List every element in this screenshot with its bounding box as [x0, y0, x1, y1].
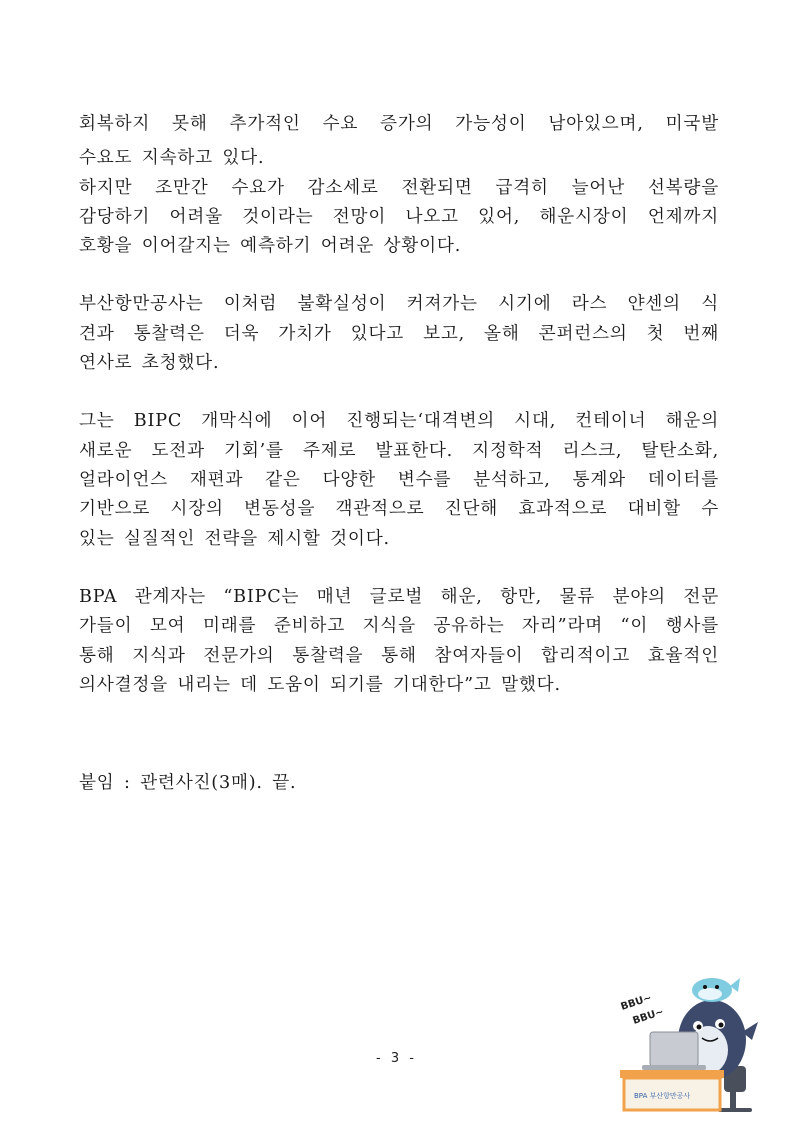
- body-line: 수요도 지속하고 있다.: [79, 148, 265, 168]
- small-whale-hat-icon: [692, 978, 740, 1002]
- desk-icon: [620, 1070, 724, 1110]
- body-line: 통해 지식과 전문가의 통찰력을 통해 참여자들이 합리적이고 효율적인: [79, 646, 719, 666]
- body-line: 가들이 모여 미래를 준비하고 지식을 공유하는 자리”라며 “이 행사를: [79, 616, 719, 636]
- sound-effect-text: BBU~: [631, 1006, 666, 1027]
- body-line: 하지만 조만간 수요가 감소세로 전환되면 급격히 늘어난 선복량을: [79, 178, 719, 198]
- body-line: 연사로 초청했다.: [79, 353, 220, 373]
- body-line: 감당하기 어려울 것이라는 전망이 나오고 있어, 해운시장이 언제까지: [79, 207, 719, 227]
- body-line: 기반으로 시장의 변동성을 객관적으로 진단해 효과적으로 대비할 수: [79, 499, 719, 519]
- mascot-illustration: [612, 968, 762, 1118]
- attachment-note: 붙임 : 관련사진(3매). 끝.: [79, 773, 297, 793]
- body-line: 견과 통찰력은 더욱 가치가 있다고 보고, 올해 콘퍼런스의 첫 번째: [79, 324, 719, 344]
- body-line: 얼라이언스 재편과 같은 다양한 변수를 분석하고, 통계와 데이터를: [79, 470, 719, 490]
- body-line: 부산항만공사는 이처럼 불확실성이 커져가는 시기에 라스 얀센의 식: [79, 294, 719, 314]
- body-line: 있는 실질적인 전략을 제시할 것이다.: [79, 529, 390, 549]
- sound-effect-text: BBU~: [619, 992, 654, 1013]
- body-line: BPA 관계자는 “BIPC는 매년 글로벌 해운, 항만, 물류 분야의 전문: [79, 587, 719, 607]
- laptop-icon: [642, 1032, 706, 1070]
- body-line: 그는 BIPC 개막식에 이어 진행되는‘대격변의 시대, 컨테이너 해운의: [79, 411, 719, 431]
- body-line: 새로운 도전과 기회’를 주제로 발표한다. 지정학적 리스크, 탈탄소화,: [79, 441, 719, 461]
- body-line: 의사결정을 내리는 데 도움이 되기를 기대한다”고 말했다.: [79, 675, 561, 695]
- body-line: 회복하지 못해 추가적인 수요 증가의 가능성이 남아있으며, 미국발: [79, 114, 719, 134]
- desk-logo-text: BPA 부산항만공사: [634, 1092, 691, 1100]
- page-number: - 3 -: [376, 1051, 417, 1066]
- body-line: 호황을 이어갈지는 예측하기 어려운 상황이다.: [79, 236, 462, 256]
